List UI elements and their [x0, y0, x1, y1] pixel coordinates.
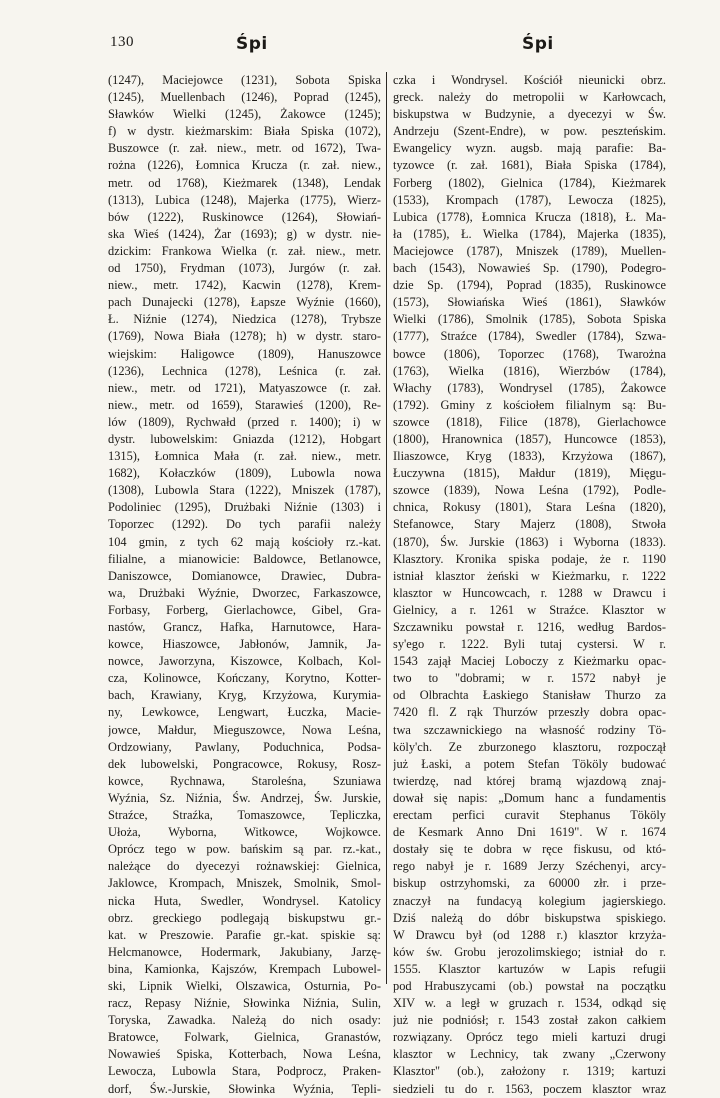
text-line: Ł. Niźnie (1274), Niedzica (1278), Trybsze [108, 312, 381, 327]
page-number: 130 [110, 34, 134, 50]
text-line: Forbasy, Forberg, Gierlachowce, Gibel, Gra- [108, 602, 381, 617]
text-line: znaczył na fundacyą kolegium jagierskiego. [393, 893, 666, 908]
text-line: od Olbrachta Łaskiego Stanisław Thurzo za [393, 688, 666, 703]
text-line: (1800), Hranownica (1857), Huncowce (1853), [393, 431, 666, 446]
text-line: bina, Kamionka, Kajszów, Krempach Lubowel- [108, 961, 381, 976]
text-line: rozwiązany. Oprócz tego mieli kartuzi drugi [393, 1030, 666, 1045]
text-line: XIV w. a legł w gruzach r. 1534, odkąd się [393, 996, 666, 1011]
running-head-right: Śpi [522, 34, 554, 54]
text-line: 7420 fl. Z rąk Thurzów przeszły dobra opac- [393, 705, 666, 720]
text-line: 1555. Klasztor kartuzów w Lapis refugii [393, 961, 666, 976]
running-head-left: Śpi [236, 34, 268, 54]
text-line: Bratowce, Folwark, Gielnica, Granastów, [108, 1030, 381, 1045]
text-line: już Łaski, a potem Stefan Tököly budować [393, 756, 666, 771]
text-line: biskup ostrzyhomski, za 60000 złr. i prze- [393, 876, 666, 891]
text-line: należące do dyecezyi rożnawskiej: Gielnica, [108, 859, 381, 874]
text-line: Wielki (1786), Smolnik (1785), Sobota Spiska [393, 312, 666, 327]
text-line: Dziś należą do dóbr biskupstwa spiskiego. [393, 910, 666, 925]
text-line: (1769), Nowa Biała (1278); h) w dystr. staro- [108, 329, 381, 344]
text-line: (1763), Wielka (1816), Wierzbów (1784), [393, 363, 666, 378]
text-line: wiejskim: Haligowce (1809), Hanuszowce [108, 346, 381, 361]
text-line: metr. od 1768), Kieżmarek (1348), Lendak [108, 175, 381, 190]
text-line: chnica, Rokusy (1801), Stara Leśna (1820), [393, 500, 666, 515]
text-line: sy'ego r. 1222. Byli tutaj cystersi. W r. [393, 637, 666, 652]
right-column [393, 72, 666, 1098]
text-line: dorf, Św.-Jurskie, Słowinka Wyźnia, Tepli- [108, 1081, 381, 1096]
text-line: rego nabył je r. 1689 Jerzy Széchenyi, arcy- [393, 859, 666, 874]
text-line: (1777), Straźce (1784), Swedler (1784), Szwa- [393, 329, 666, 344]
text-line: Sławków Wielki (1245), Żakowce (1245); [108, 107, 381, 122]
text-line: racz, Repasy Niźnie, Słowinka Niźnia, Sulin, [108, 996, 381, 1011]
text-line: Andrzeju (Szent-Endre), w pow. peszteńskim. [393, 124, 666, 139]
text-line: lów (1809), Rychwałd (przed r. 1400); i) w [108, 414, 381, 429]
text-line: bach, Krawiany, Kryg, Krzyżowa, Kurymia- [108, 688, 381, 703]
text-line: filialne, a mianowicie: Baldowce, Betlanowce, [108, 551, 381, 566]
text-line: Szczawniku powstał r. 1216, według Bardos- [393, 620, 666, 634]
text-line: szowce (1839), Nowa Leśna (1792), Podle- [393, 483, 666, 498]
text-line: Gielnicy, a r. 1261 w Straźce. Klasztor w [393, 602, 666, 617]
text-line: klasztor w Huncowcach, r. 1288 w Drawcu i [393, 585, 666, 600]
text-line: czka i Wondrysel. Kościół nieunicki obrz. [393, 73, 666, 87]
text-line: Helcmanowce, Hodermark, Jakubiany, Jarzę- [108, 944, 381, 959]
text-line: Buszowce (r. zał. niew., metr. od 1672), Twa- [108, 141, 381, 156]
text-line: kowce, Rychnawa, Staroleśna, Szuniawa [108, 773, 381, 788]
text-line: (1313), Lubica (1248), Majerka (1775), Wierz- [108, 192, 381, 207]
text-line: biskupstwa w Budzynie, a dyecezyi w Św. [393, 107, 666, 122]
text-line: nastów, Grancz, Hafka, Harnutowce, Hara- [108, 620, 381, 634]
text-line: cza, Kolinowce, Kończany, Korytno, Kotter- [108, 671, 381, 686]
text-line: Nowawieś Spiska, Kotterbach, Nowa Leśna, [108, 1047, 381, 1062]
text-line: Podoliniec (1295), Drużbaki Niźnie (1303) i [108, 500, 381, 515]
text-line: dzie Sp. (1794), Poprad (1835), Ruskinowce [393, 278, 666, 293]
text-line: od 1750), Frydman (1073), Jurgów (r. zał. [108, 261, 381, 276]
text-line: Stefanowce, Stary Majerz (1808), Stwoła [393, 517, 666, 532]
text-line: istniał klasztor żeński w Kieżmarku, r. 1222 [393, 568, 666, 583]
text-line: szowce (1818), Filice (1878), Gierlachowce [393, 414, 666, 429]
text-line: kat. w Preszowie. Parafie gr.-kat. spiskie są: [108, 927, 381, 942]
text-line: kowce, Hiaszowce, Jabłonów, Jamnik, Ja- [108, 637, 381, 652]
text-line: wa, Drużbaki Wyźnie, Dworzec, Farkaszowce, [108, 585, 381, 600]
text-line: Klasztor" (ob.), założony r. 1319; kartuzi [393, 1064, 666, 1079]
text-line: już nie podniósł; r. 1543 został zakon całkiem [393, 1013, 666, 1028]
text-line: dostały się te dobra w ręce fiskusu, od któ- [393, 842, 666, 857]
text-line: Maciejowce (1787), Mniszek (1789), Muellen- [393, 243, 666, 258]
text-line: pod Hrabuszycami (ob.) powstał na początku [393, 978, 666, 993]
text-line: ła (1785), Ł. Wielka (1784), Majerka (1835), [393, 226, 666, 241]
text-line: tyzowce (r. zał. 1681), Biała Spiska (1784), [393, 158, 666, 173]
text-line: Klasztory. Kronika spiska podaje, że r. 1190 [393, 551, 666, 566]
text-line: (1245), Muellenbach (1246), Poprad (1245), [108, 90, 381, 105]
text-line: twierdzę, nad której bramą wjazdową znaj- [393, 773, 666, 788]
text-line: Straźce, Straźka, Tomaszowce, Tepliczka, [108, 808, 381, 823]
page-header [110, 34, 670, 58]
text-line: Ordzowiany, Pawlany, Poduchnica, Podsa- [108, 739, 381, 754]
text-line: Łuczywna (1815), Małdur (1819), Mięgu- [393, 466, 666, 481]
text-line: (1247), Maciejowce (1231), Sobota Spiska [108, 73, 381, 87]
text-line: jowce, Małdur, Mieguszowce, Nowa Leśna, [108, 722, 381, 737]
text-line: Jaklowce, Krompach, Mniszek, Smolnik, Smol- [108, 876, 381, 891]
text-line: niew., metr. 1742), Kacwin (1278), Krem- [108, 278, 381, 293]
text-line: Forberg (1802), Gielnica (1784), Kieżmarek [393, 175, 666, 190]
text-line: f) w dystr. kieżmarskim: Biała Spiska (1072), [108, 124, 381, 139]
text-line: köly'ch. Ze zburzonego klasztoru, rozpoczął [393, 739, 666, 754]
text-line: ski, Lipnik Wielki, Olszawica, Osturnia, Po- [108, 978, 381, 993]
text-line: (1236), Lechnica (1278), Leśnica (r. zał. [108, 363, 381, 378]
text-line: Lewocza, Lubowla Stara, Podprocz, Praken- [108, 1064, 381, 1079]
text-line: Daniszowce, Domianowce, Drawiec, Dubra- [108, 568, 381, 583]
text-line: (1533), Krompach (1787), Lewocza (1825), [393, 192, 666, 207]
text-line: Ułoża, Wyborna, Witkowce, Wojkowce. [108, 825, 381, 840]
text-line: Iliaszowce, Kryg (1833), Krzyżowa (1867), [393, 449, 666, 464]
text-line: siedzieli tu do r. 1563, poczem klasztor wraz [393, 1081, 666, 1096]
text-line: two to "dobrami; w r. 1572 nabył je [393, 671, 666, 686]
text-line: twa szczawnickiego na własność rodziny Tö- [393, 722, 666, 737]
text-line: pach Dunajecki (1278), Łapsze Wyźnie (1660), [108, 295, 381, 310]
text-line: 1543 zajął Maciej Loboczy z Kieżmarku opac- [393, 654, 666, 669]
text-line: Ewangelicy wyzn. augsb. mają parafie: Ba- [393, 141, 666, 156]
text-line: Toryska, Zawadka. Należą do nich osady: [108, 1013, 381, 1028]
text-line: 104 gmin, z tych 62 mają kościoły rz.-kat. [108, 534, 381, 549]
text-line: bów (1222), Ruskinowce (1264), Słowiań- [108, 209, 381, 224]
text-line: (1308), Lubowla Stara (1222), Mniszek (1787), [108, 483, 381, 498]
text-line: dzickim: Frankowa Wielka (r. zał. niew., metr. [108, 243, 381, 258]
text-line: dystr. lubowelskim: Gniazda (1212), Hobgart [108, 431, 381, 446]
text-line: niew., metr. od 1721), Matyaszowce (r. zał. [108, 380, 381, 395]
column-divider [386, 72, 387, 984]
text-line: bach (1543), Nowawieś Sp. (1790), Podegro- [393, 261, 666, 276]
text-line: nowce, Jaworzyna, Kiszowce, Kolbach, Kol- [108, 654, 381, 669]
text-line: rożna (1226), Łomnica Krucza (r. zał. niew., [108, 158, 381, 173]
text-line: W Drawcu był (od 1288 r.) klasztor krzyża- [393, 927, 666, 942]
text-line: ków św. Grobu jerozolimskiego; istniał do r. [393, 944, 666, 959]
text-line: dował się napis: „Domum hanc a fundamentis [393, 790, 666, 805]
text-line: klasztor w Lechnicy, tak zwany „Czerwony [393, 1047, 666, 1062]
text-line: ska Wieś (1424), Żar (1693); g) w dystr. nie- [108, 226, 381, 241]
text-line: bowce (1806), Toporzec (1768), Twarożna [393, 346, 666, 361]
text-line: Toporzec (1292). Do tych parafii należy [108, 517, 381, 532]
text-line: 1682), Kołaczków (1809), Lubowla nowa [108, 466, 381, 481]
text-line: Oprócz tego w pow. bańskim są par. rz.-kat., [108, 842, 381, 857]
text-line: 1315), Łomnica Mała (r. zał. niew., metr. [108, 449, 381, 464]
text-line: (1870), Św. Jurskie (1863) i Wyborna (1833). [393, 534, 666, 549]
text-line: Wyźnia, Sz. Niźnia, Św. Andrzej, Św. Jurskie, [108, 790, 381, 805]
text-line: Lubica (1778), Łomnica Krucza (1818), Ł. Ma- [393, 209, 666, 224]
text-line: de Kesmark Anno Dni 1619". W r. 1674 [393, 825, 666, 840]
text-line: dek lubowelski, Pongracowce, Rokusy, Rosz- [108, 756, 381, 771]
text-line: nicka Huta, Swedler, Wondrysel. Katolicy [108, 893, 381, 908]
text-line: erectam perfici curavit Stephanus Tököly [393, 808, 666, 823]
text-line: ny, Lewkowce, Lengwart, Łuczka, Macie- [108, 705, 381, 720]
text-line: (1792). Gminy z kościołem filialnym są: Bu- [393, 397, 666, 412]
text-line: obrz. greckiego podlegają biskupstwu gr.- [108, 910, 381, 925]
text-line: Włachy (1783), Wondrysel (1785), Żakowce [393, 380, 666, 395]
text-line: (1573), Słowiańska Wieś (1861), Sławków [393, 295, 666, 310]
left-column [108, 72, 381, 1098]
text-columns [108, 72, 674, 1096]
text-line: niew., metr. od 1659), Starawieś (1200), Re- [108, 397, 381, 412]
text-line: greck. należy do metropolii w Karłowcach, [393, 90, 666, 105]
